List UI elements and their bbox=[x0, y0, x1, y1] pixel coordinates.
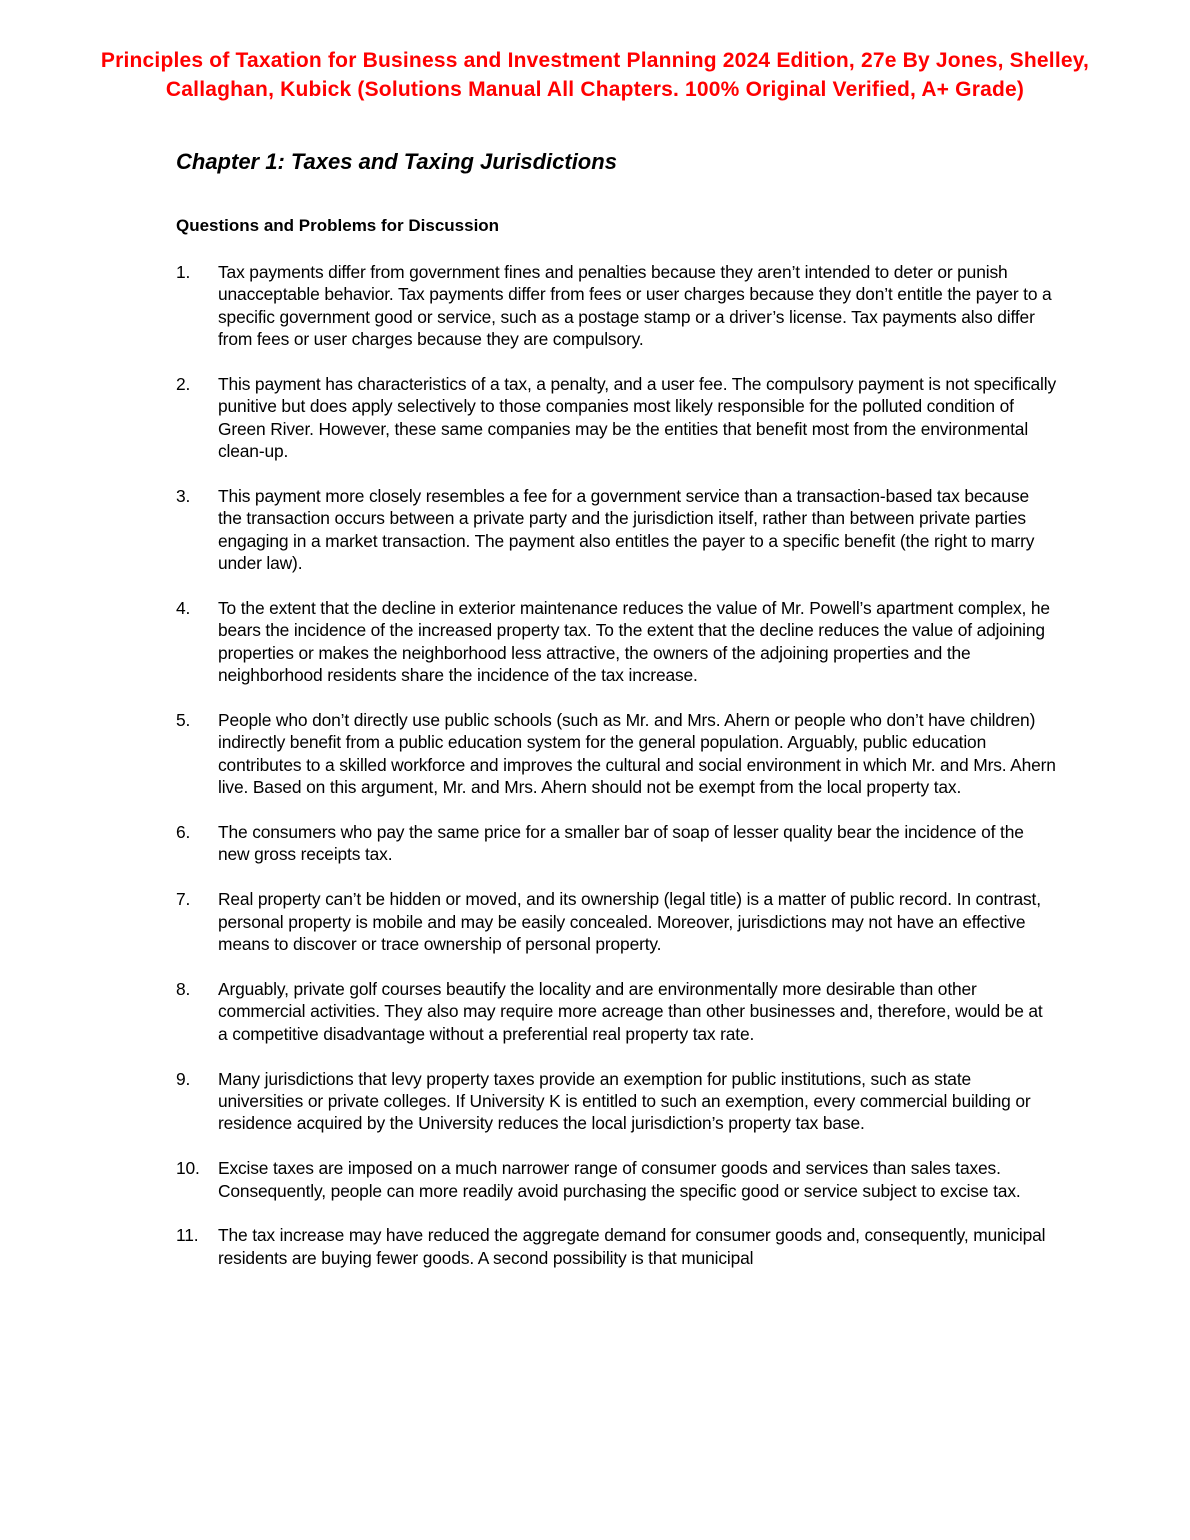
answer-item-8 bbox=[176, 978, 1056, 1045]
answer-text: Arguably, private golf courses beautify the locality and are environmentally more desirable than other commercial activities. They also may require more acreage than other businesses and, therefore, would be at a competitive disadvantage without a preferential real property tax rate. bbox=[218, 978, 1043, 1044]
answer-text: To the extent that the decline in exterior maintenance reduces the value of Mr. Powell’s apartment complex, he bears the incidence of the increased property tax. To the extent that the decline reduces the value of adjoining properties or makes the neighborhood less attractive, the owners of the adjoining properties and the neighborhood residents share the incidence of the tax increase. bbox=[218, 598, 1050, 686]
section-heading: Questions and Problems for Discussion bbox=[176, 216, 500, 235]
answer-item-2 bbox=[176, 373, 1056, 463]
answer-number: 4. bbox=[176, 598, 191, 619]
answer-number: 5. bbox=[176, 710, 191, 731]
answer-number: 11. bbox=[176, 1225, 199, 1246]
answer-number: 7. bbox=[176, 889, 191, 910]
answer-list bbox=[176, 261, 1056, 1292]
answer-text: This payment has characteristics of a tax, a penalty, and a user fee. The compulsory payment is not specifically punitive but does apply selectively to those companies most likely responsible for the polluted condition of Green River. However, these same companies may be the entities that benefit most from the environmental clean-up. bbox=[218, 374, 1057, 462]
answer-item-10 bbox=[176, 1157, 1056, 1202]
answer-item-1 bbox=[176, 261, 1056, 351]
answer-item-7 bbox=[176, 888, 1056, 955]
answer-item-9 bbox=[176, 1068, 1056, 1135]
answer-item-4 bbox=[176, 597, 1056, 687]
answer-text: Real property can’t be hidden or moved, and its ownership (legal title) is a matter of public record. In contrast, personal property is mobile and may be easily concealed. Moreover, jurisdictions may not have an effective means to discover or trace ownership of personal property. bbox=[218, 889, 1041, 955]
answer-text: Many jurisdictions that levy property taxes provide an exemption for public institutions, such as state universities or private colleges. If University K is entitled to such an exemption, every commercial building or residence acquired by the University reduces the local jurisdiction’s property tax base. bbox=[218, 1068, 1031, 1134]
answer-number: 3. bbox=[176, 486, 191, 507]
answer-number: 1. bbox=[176, 262, 191, 282]
answer-number: 2. bbox=[176, 374, 191, 395]
answer-text: Tax payments differ from government fines and penalties because they aren’t intended to deter or punish unacceptable behavior. Tax payments differ from fees or user charges because they don’t entitle the payer to a specific government good or service, such as a postage stamp or a driver’s license. Tax payments also differ from fees or user charges because they are compulsory. bbox=[218, 262, 1052, 350]
chapter-title: Chapter 1: Taxes and Taxing Jurisdictions bbox=[176, 149, 617, 174]
answer-text: The tax increase may have reduced the aggregate demand for consumer goods and, consequently, municipal residents are buying fewer goods. A second possibility is that municipal bbox=[218, 1225, 1046, 1268]
document-banner bbox=[0, 46, 1190, 104]
answer-text: The consumers who pay the same price for a smaller bar of soap of lesser quality bear the incidence of the new gross receipts tax. bbox=[218, 822, 1024, 865]
answer-item-11 bbox=[176, 1224, 1056, 1269]
answer-number: 8. bbox=[176, 978, 191, 999]
answer-item-3 bbox=[176, 485, 1056, 575]
banner-line-1: Principles of Taxation for Business and Investment Planning 2024 Edition, 27e By Jones, Shelley, bbox=[100, 49, 1090, 72]
banner-line-2: Callaghan, Kubick (Solutions Manual All Chapters. 100% Original Verified, A+ Grade) bbox=[165, 78, 1025, 101]
answer-text: Excise taxes are imposed on a much narrower range of consumer goods and services than sales taxes. Consequently, people can more readily avoid purchasing the specific good or service subject to excise tax. bbox=[218, 1158, 1021, 1201]
answer-text: This payment more closely resembles a fee for a government service than a transaction-based tax because the transaction occurs between a private party and the jurisdiction itself, rather than between private parties engaging in a market transaction. The payment also entitles the payer to a specific benefit (the right to marry under law). bbox=[218, 486, 1035, 574]
answer-item-5 bbox=[176, 709, 1056, 799]
answer-item-6 bbox=[176, 821, 1056, 866]
answer-number: 9. bbox=[176, 1068, 191, 1089]
answer-number: 10. bbox=[176, 1158, 200, 1179]
answer-number: 6. bbox=[176, 822, 191, 843]
answer-text: People who don’t directly use public schools (such as Mr. and Mrs. Ahern or people who don’t have children) indirectly benefit from a public education system for the general population. Arguably, public education contributes to a skilled workforce and improves the cultural and social environment in which Mr. and Mrs. Ahern live. Based on this argument, Mr. and Mrs. Ahern should not be exempt from the local property tax. bbox=[218, 710, 1056, 798]
